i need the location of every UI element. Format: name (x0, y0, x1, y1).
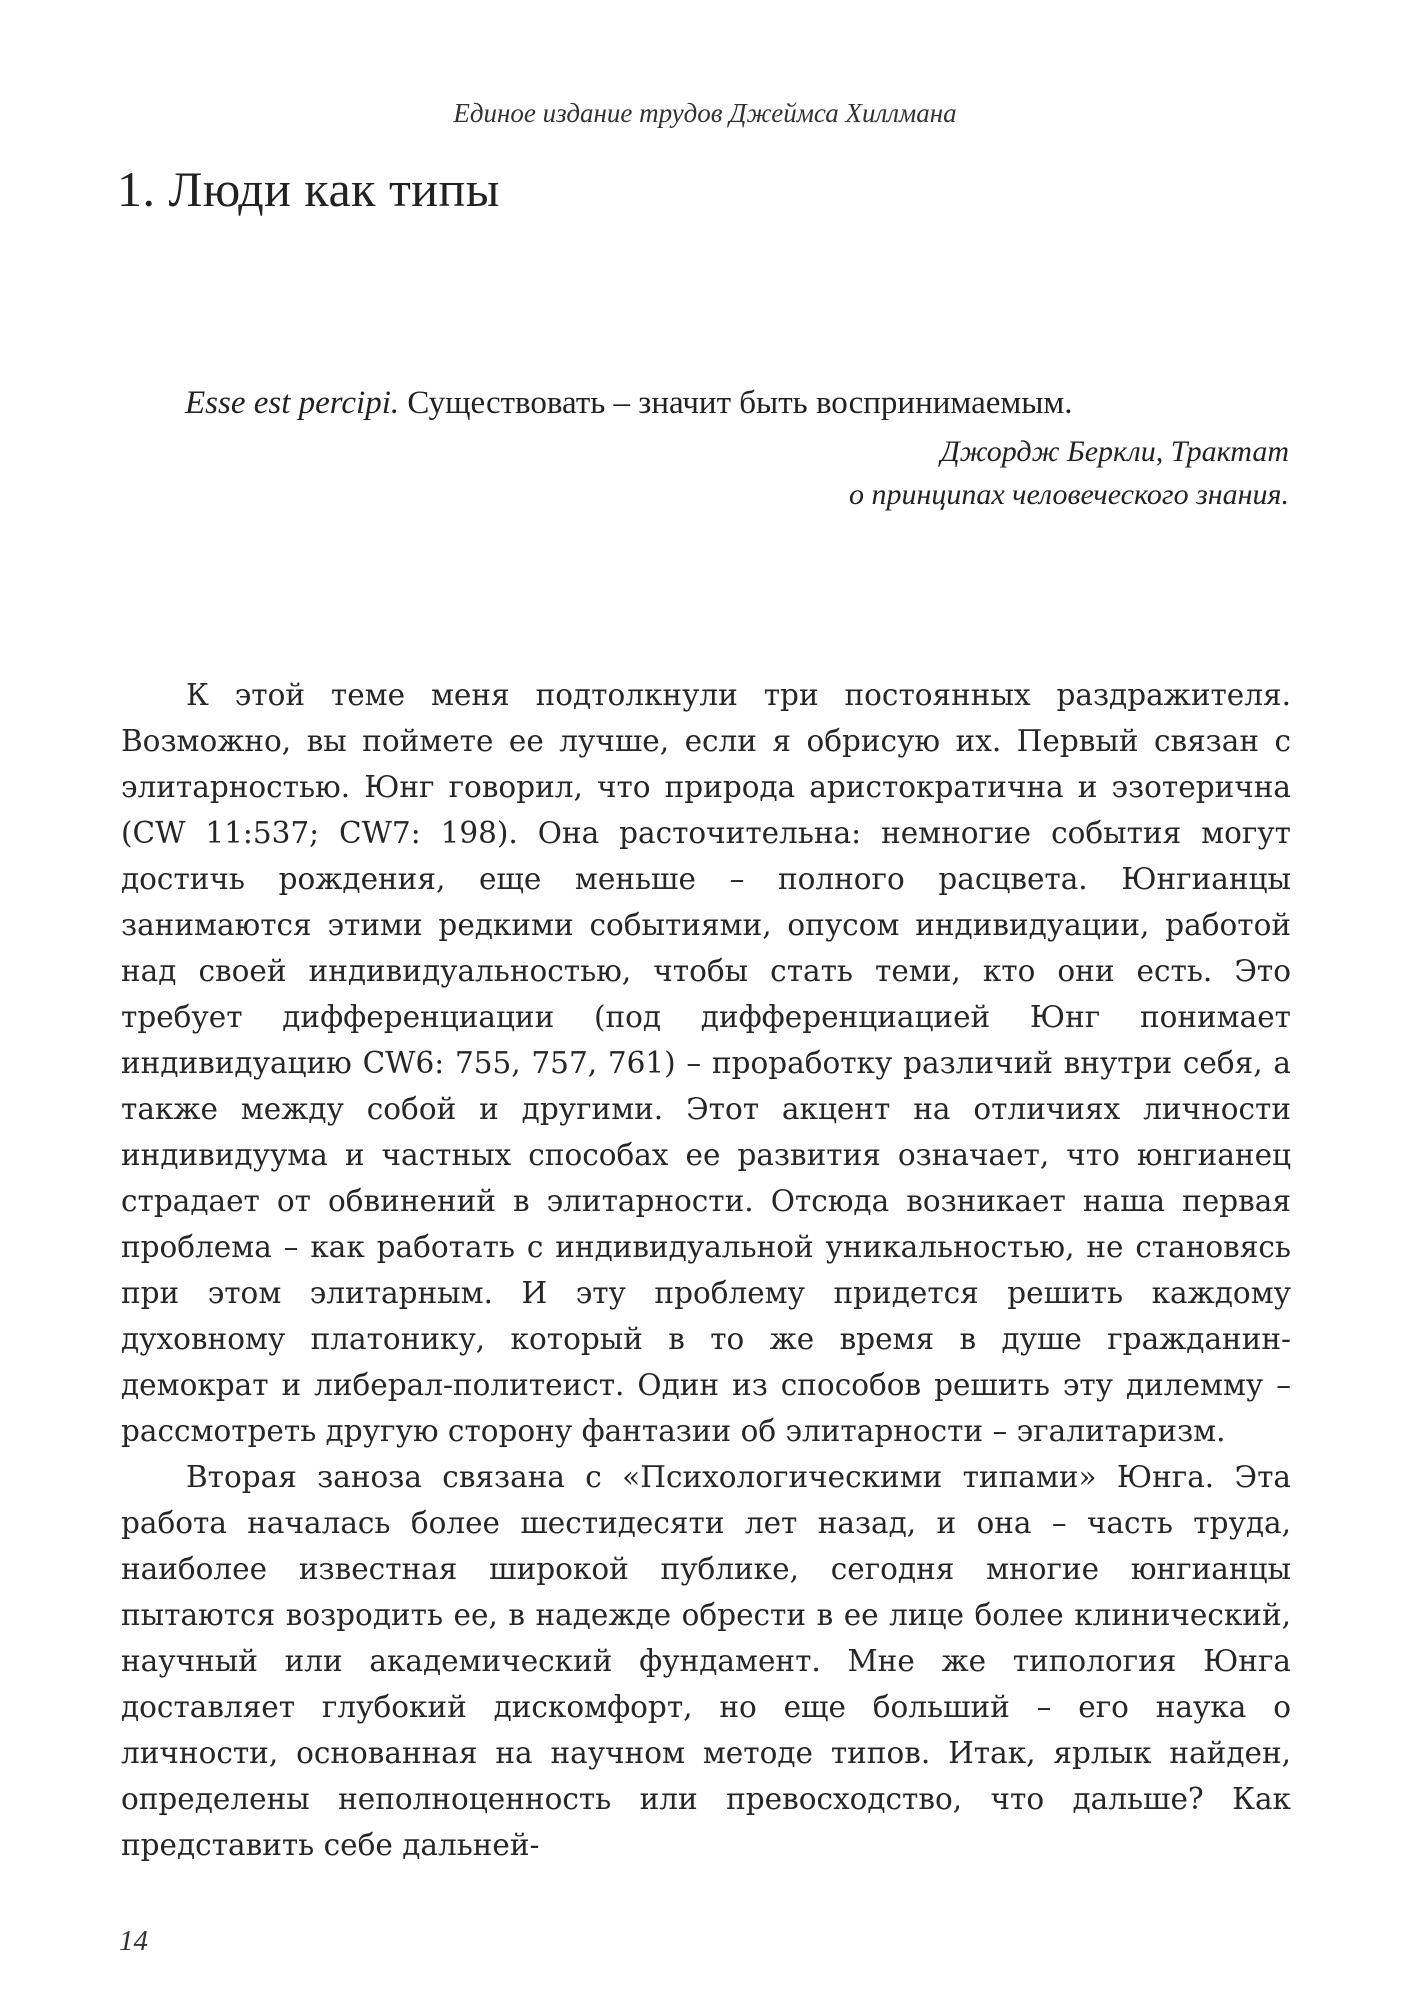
epigraph-translation: Существовать – значит быть воспринимаемым. (407, 385, 1073, 421)
attribution-line-2: о принципах человеческого знания. (848, 478, 1289, 511)
page-number: 14 (119, 1925, 148, 1957)
body-text (121, 672, 1291, 1868)
epigraph-latin: Esse est percipi. (185, 385, 400, 421)
epigraph (185, 385, 1073, 422)
epigraph-attribution (849, 430, 1289, 516)
attribution-line-1: Джордж Беркли, Трактат (940, 435, 1289, 468)
chapter-title: 1. Люди как типы (117, 161, 500, 217)
paragraph-2: Вторая заноза связана с «Психологическими типами» Юнга. Эта работа началась более шестидесяти лет назад, и она – часть труда, наиболее известная широкой публике, сегодня многие юнгианцы пытаются возродить ее, в надежде обрести в ее лице более клинический, научный или академический фундамент. Мне же типология Юнга доставляет глубокий дискомфорт, но еще больший – его наука о личности, основанная на научном методе типов. Итак, ярлык найден, определены неполноценность или превосходство, что дальше? Как представить себе дальней- (121, 1460, 1291, 1862)
running-head: Единое издание трудов Джеймса Хиллмана (453, 98, 957, 128)
paragraph-1: К этой теме меня подтолкнули три постоянных раздражителя. Возможно, вы поймете ее лучше, если я обрисую их. Первый связан с элитарностью. Юнг говорил, что природа аристократична и эзотерична (CW 11:537; CW7: 198). Она расточительна: немногие события могут достичь рождения, еще меньше – полного расцвета. Юнгианцы занимаются этими редкими событиями, опусом индивидуации, работой над своей индивидуальностью, чтобы стать теми, кто они есть. Это требует дифференциации (под дифференциацией Юнг понимает индивидуацию CW6: 755, 757, 761) – проработку различий внутри себя, а также между собой и другими. Этот акцент на отличиях личности индивидуума и частных способах ее развития означает, что юнгианец страдает от обвинений в элитарности. Отсюда возникает наша первая проблема – как работать с индивидуальной уникальностью, не становясь при этом элитарным. И эту проблему придется решить каждому духовному платонику, который в то же время в душе гражданин-демократ и либерал-политеист. Один из способов решить эту дилемму – рассмотреть другую сторону фантазии об элитарности – эгалитаризм. (121, 678, 1291, 1448)
